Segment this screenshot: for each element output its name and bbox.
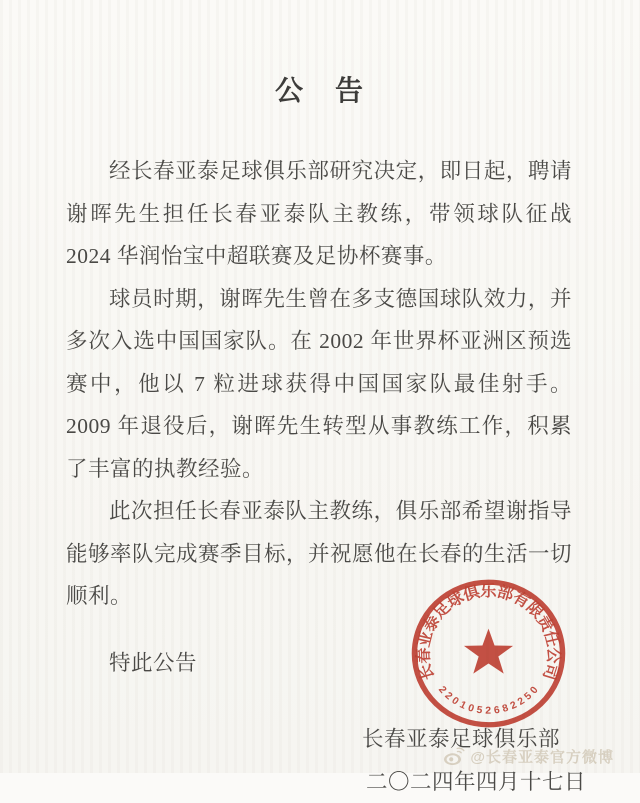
- paragraph-appointment: 经长春亚泰足球俱乐部研究决定，即日起，聘请谢晖先生担任长春亚泰队主教练，带领球队征战 2024 华润怡宝中超联赛及足协杯赛事。: [66, 150, 572, 278]
- seal-number-text: 2201052682250: [436, 685, 541, 717]
- paragraph-wishes: 此次担任长春亚泰队主教练，俱乐部希望谢指导能够率队完成赛季目标，并祝愿他在长春的生活一切顺利。: [66, 490, 572, 618]
- closing-statement: 特此公告: [66, 642, 572, 685]
- svg-text:2201052682250: [436, 685, 541, 717]
- weibo-handle: @长春亚泰官方微博: [470, 746, 614, 767]
- signature-club-name: 长春亚泰足球俱乐部: [0, 718, 640, 761]
- weibo-watermark: [443, 746, 614, 767]
- document-title: 公 告: [0, 0, 640, 108]
- seal-company-text: 长春亚泰足球俱乐部有限责任公司: [413, 581, 563, 682]
- paragraph-career: 球员时期，谢晖先生曾在多支德国球队效力，并多次入选中国国家队。在 2002 年世界杯亚洲区预选赛中，他以 7 粒进球获得中国国家队最佳射手。2009 年退役后，谢晖先生转型从事教练工作，积累了丰富的执教经验。: [66, 278, 572, 491]
- seal-graphic: [409, 577, 568, 730]
- seal-star-icon: [464, 629, 513, 674]
- official-seal: [409, 577, 568, 730]
- weibo-icon: [443, 747, 465, 766]
- signature-date: 二〇二四年四月十七日: [0, 761, 640, 803]
